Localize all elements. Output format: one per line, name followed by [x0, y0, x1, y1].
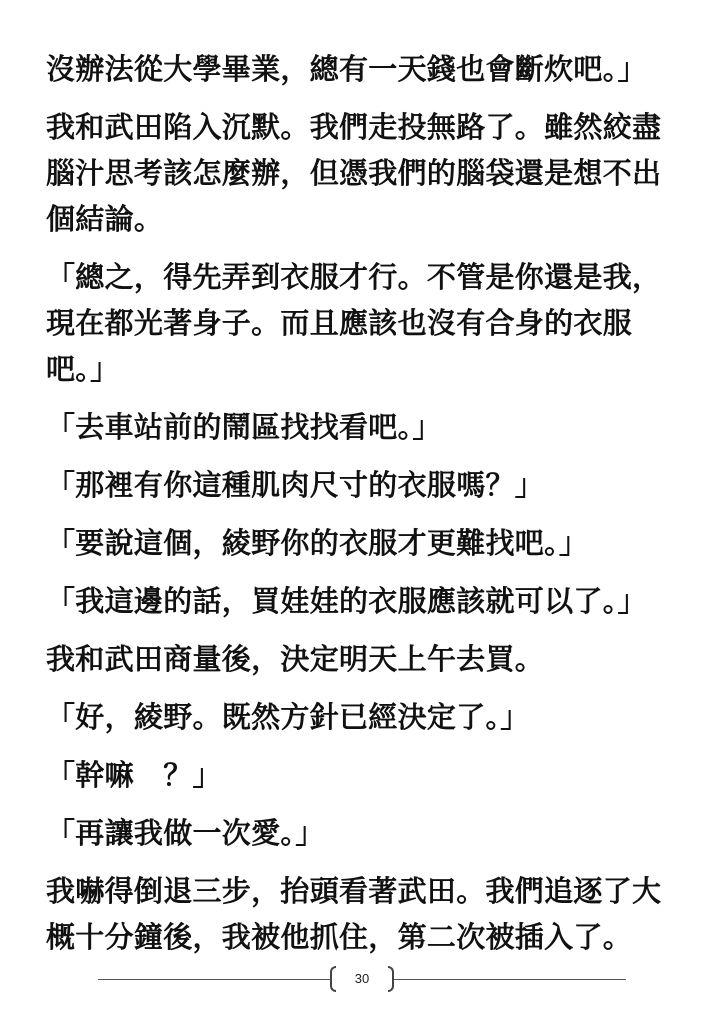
paragraph: 我和武田陷入沉默。我們走投無路了。雖然絞盡腦汁思考該怎麼辦，但憑我們的腦袋還是想不出個結論。 [46, 110, 662, 236]
paragraph: 「再讓我做一次愛。」 [46, 816, 325, 850]
paragraph: 「總之，得先弄到衣服才行。不管是你還是我，現在都光著身子。而且應該也沒有合身的衣服吧。」 [46, 260, 662, 386]
paragraph: 沒辦法從大學畢業，總有一天錢也會斷炊吧。」 [46, 52, 647, 86]
footer-rule-right [394, 979, 626, 980]
paragraph: 我和武田商量後，決定明天上午去買。 [46, 642, 545, 676]
page-number: 30 [354, 971, 370, 986]
page-body-text [46, 46, 678, 972]
footer-rule-left [98, 979, 330, 980]
paragraph: 「去車站前的鬧區找找看吧。」 [46, 410, 442, 444]
paragraph: 「好，綾野。既然方針已經決定了。」 [46, 700, 530, 734]
paragraph: 「幹嘛 ？」 [46, 758, 222, 792]
paragraph: 「要說這個，綾野你的衣服才更難找吧。」 [46, 526, 589, 560]
paragraph: 「那裡有你這種肌肉尺寸的衣服嗎？」 [46, 468, 545, 502]
page-footer [0, 962, 724, 998]
paragraph: 我嚇得倒退三步，抬頭看著武田。我們追逐了大概十分鐘後，我被他抓住，第二次被插入了。 [46, 874, 662, 954]
paragraph: 「我這邊的話，買娃娃的衣服應該就可以了。」 [46, 584, 647, 618]
